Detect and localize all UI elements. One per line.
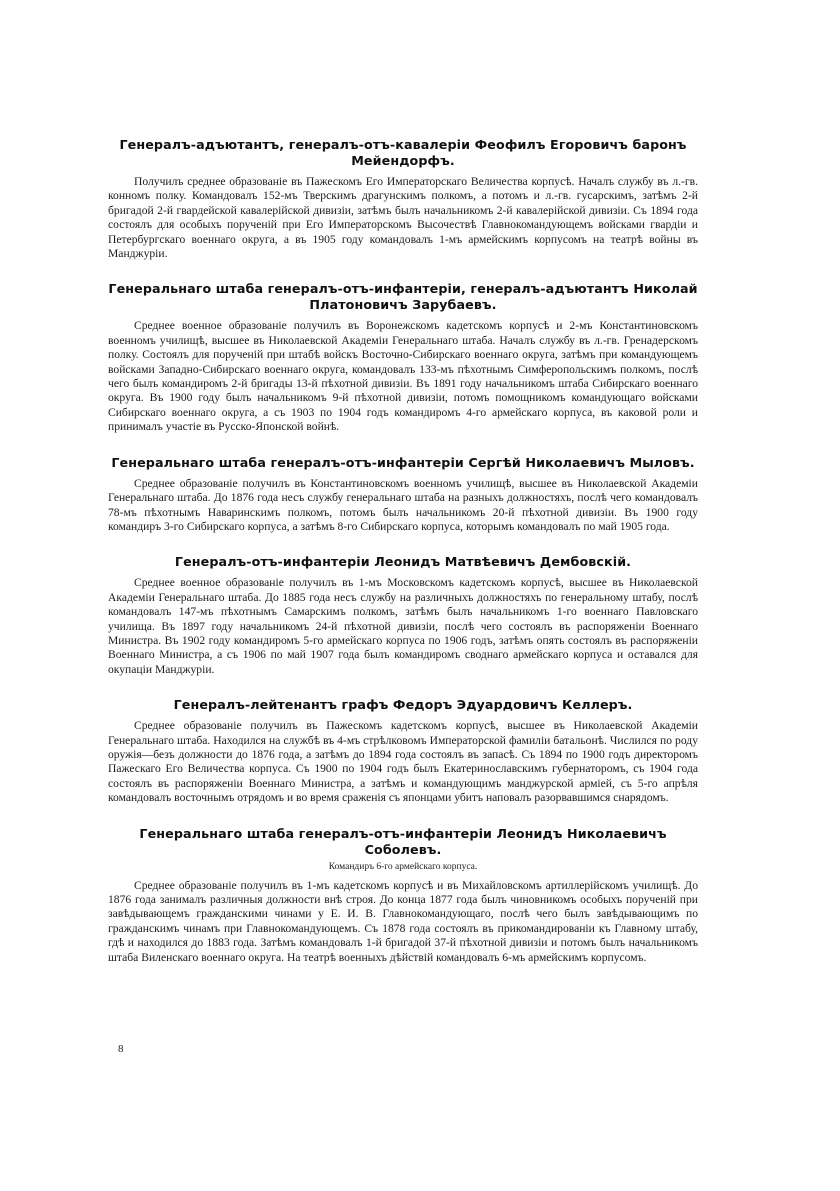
biography-entry [108, 455, 698, 535]
biography-entry [108, 826, 698, 965]
page-number: 8 [118, 1043, 124, 1055]
entry-body: Получилъ среднее образованiе въ Пажескомъ Его Императорскаго Величества корпусѣ. Началъ службу въ л.-гв. конномъ полку. Командовалъ 152-мъ Тверскимъ драгунскимъ полкомъ, а потомъ и л.-гв. гусарскимъ, затѣмъ 2-й бригадой 2-й гвардейской кавалерiйской дивизiи, затѣмъ былъ начальникомъ 2-й кавалерiйской дивизiи. Съ 1894 года состоялъ для особыхъ порученiй при Его Императорскомъ Высочествѣ Главнокомандующемъ войсками гвардiи и Петербургскаго военнаго округа, а въ 1905 году командовалъ 1-мъ армейскимъ корпусомъ на театрѣ войны въ Манджурiи. [108, 175, 698, 261]
text-column [108, 137, 698, 985]
entry-title: Генеральнаго штаба генералъ-отъ-инфантерiи, генералъ-адъютантъ Николай Платоновичъ Зарубаевъ. [108, 281, 698, 313]
entry-body: Среднее военное образованiе получилъ въ 1-мъ Московскомъ кадетскомъ корпусѣ, высшее въ Николаевской Академiи Генеральнаго штаба. До 1885 года несъ службу на различныхъ должностяхъ по генеральному штабу, послѣ командовалъ 147-мъ пѣхотнымъ Самарскимъ полкомъ, затѣмъ былъ начальникомъ 1-го военнаго Павловскаго училища. Въ 1897 году начальникомъ 24-й пѣхотной дивизiи, послѣ чего состоялъ въ распоряженiи Военнаго Министра. Въ 1902 году командиромъ 5-го армейскаго корпуса по 1906 годъ, затѣмъ опять состоялъ въ распоряженiи Военнаго Министра, а съ 1906 по май 1907 года былъ командиромъ своднаго армейскаго корпуса и оставался для окупацiи Манджурiи. [108, 576, 698, 676]
biography-entry [108, 281, 698, 434]
entry-subtitle: Командиръ 6-го армейскаго корпуса. [328, 861, 478, 872]
entry-body: Среднее образованiе получилъ въ Константиновскомъ военномъ училищѣ, высшее въ Николаевской Академiи Генеральнаго штаба. До 1876 года несъ службу генеральнаго штаба на разныхъ должностяхъ, послѣ чего командовалъ 78-мъ пѣхотнымъ Наваринскимъ полкомъ, потомъ былъ начальникомъ 20-й пѣхотной дивизiи. Въ 1900 году командиръ 3-го Сибирскаго корпуса, а затѣмъ 8-го Сибирскаго корпуса, которымъ командовалъ по май 1905 года. [108, 476, 698, 533]
entry-body: Среднее образованiе получилъ въ Пажескомъ кадетскомъ корпусѣ, высшее въ Николаевской Академiи Генеральнаго штаба. Находился на службѣ въ 4-мъ стрѣлковомъ Императорской фамилiи батальонѣ. Числился по роду оружiя—безъ должности до 1876 года, а затѣмъ до 1894 года состоялъ въ запасѣ. Съ 1894 по 1900 годъ директоромъ Пажескаго Его Величества корпуса. Съ 1900 по 1904 годъ былъ Екатеринославскимъ губернаторомъ, съ 1904 года состоялъ въ распоряженiи Военнаго Министра, а затѣмъ и командующимъ манджурской армiей, съ 5-го апрѣля командовалъ восточнымъ отрядомъ и во время сраженiя съ японцами убитъ наповалъ разорвавшимся снарядомъ. [108, 719, 698, 805]
entry-title: Генералъ-адъютантъ, генералъ-отъ-кавалерiи Феофилъ Егоровичъ баронъ Мейендорфъ. [119, 137, 687, 168]
entry-title: Генералъ-лейтенантъ графъ Федоръ Эдуардовичъ Келлеръ. [173, 697, 633, 713]
entry-title: Генеральнаго штаба генералъ-отъ-инфантерiи Леонидъ Николаевичъ Соболевъ. [139, 825, 667, 857]
entry-title: Генералъ-отъ-инфантерiи Леонидъ Матвѣевичъ Дембовскiй. [174, 554, 632, 570]
biography-entry [108, 137, 698, 261]
biography-entry [108, 697, 698, 805]
biography-entry [108, 554, 698, 677]
entry-body: Среднее образованiе получилъ въ 1-мъ кадетскомъ корпусѣ и въ Михайловскомъ артиллерiйскомъ училищѣ. До 1876 года занималъ различныя должности внѣ строя. До конца 1877 года былъ чиновникомъ особыхъ порученiй при завѣдывающемъ гражданскими чинами у Е. И. В. Главнокомандующаго, послѣ чего былъ завѣдывающимъ по гражданскимъ чинамъ при Главнокомандующемъ. Съ 1878 года состоялъ въ прикомандированiи къ Главному штабу, гдѣ и находился до 1883 года. Затѣмъ командовалъ 1-й бригадой 37-й пѣхотной дивизiи и потомъ былъ начальникомъ штаба Виленскаго военнаго округа. На театрѣ военныхъ дѣйствiй командовалъ 6-мъ армейскимъ корпусомъ. [108, 878, 698, 964]
entry-body: Среднее военное образованiе получилъ въ Воронежскомъ кадетскомъ корпусѣ и 2-мъ Константиновскомъ военномъ училищѣ, высшее въ Николаевской Академiи Генеральнаго штаба. Началъ службу въ л.-гв. Гренадерскомъ полку. Состоялъ для порученiй при штабѣ войскъ Восточно-Сибирскаго военнаго округа, затѣмъ при командующемъ войсками Западно-Сибирскаго военнаго округа, командовалъ 133-мъ пѣхотнымъ Симферопольскимъ полкомъ, послѣ чего былъ командиромъ 2-й бригады 13-й пѣхотной дивизiи. Въ 1891 году начальникомъ штаба Сибирскаго военнаго округа. Въ 1900 году былъ начальникомъ 9-й пѣхотной дивизiи, потомъ помощникомъ командующаго войсками Сибирскаго военнаго округа, а съ 1903 по 1904 годъ командиромъ 4-го армейскаго корпуса, въ каковой роли и принималъ участiе въ Русско-Японской войнѣ. [108, 319, 698, 434]
entry-title: Генеральнаго штаба генералъ-отъ-инфантерiи Сергѣй Николаевичъ Мыловъ. [111, 454, 695, 470]
